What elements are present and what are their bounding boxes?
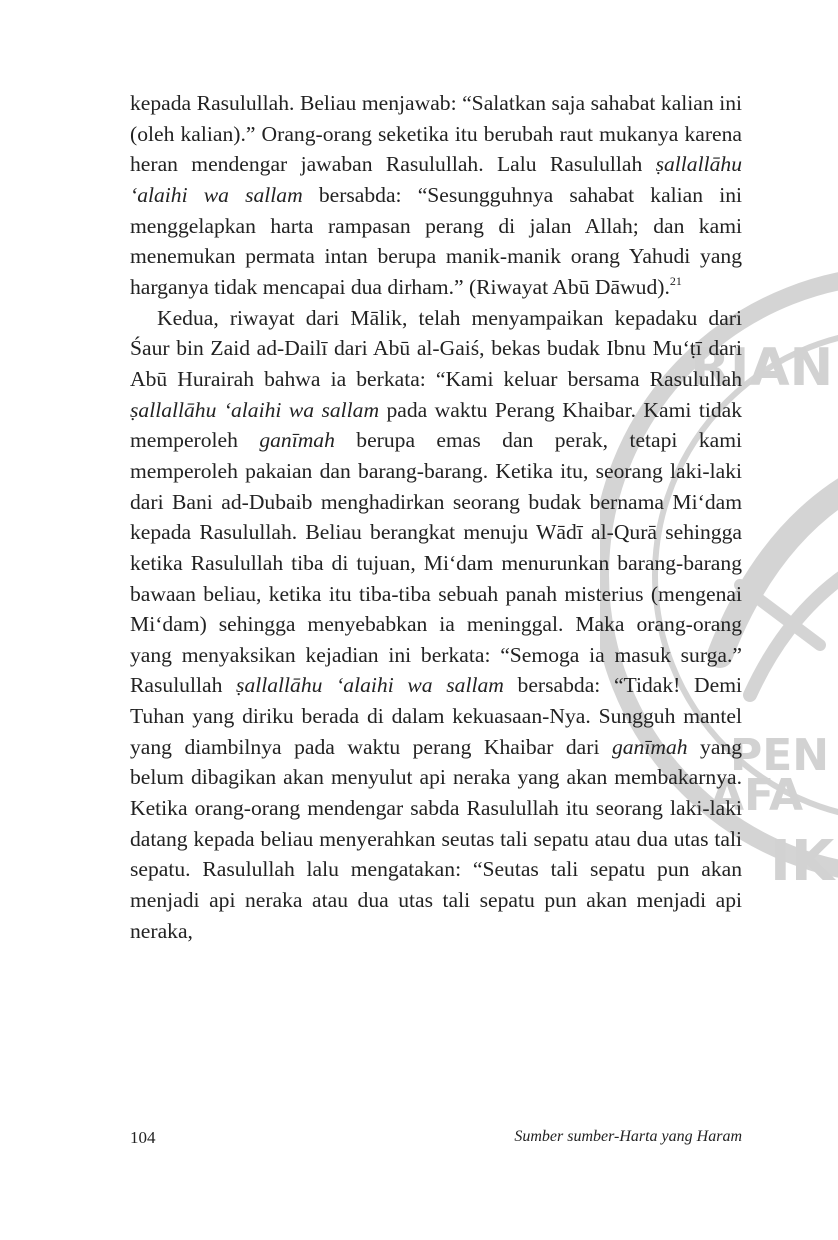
paragraph-2 xyxy=(130,303,742,947)
text-run: yang belum dibagikan akan menyulut api neraka yang akan membakarnya. Ketika orang-orang mendengar sabda Rasulullah itu seorang laki-laki datang kepada beliau menyerahkan seutas tali sepatu atau dua utas tali sepatu. Rasulullah lalu mengatakan: “Seutas tali sepatu pun akan menjadi api neraka atau dua utas tali sepatu pun akan menjadi api neraka, xyxy=(130,734,742,943)
seal-text-afa: AFA xyxy=(710,770,804,821)
page-footer xyxy=(130,1128,742,1154)
text-run: Kedua, riwayat dari Mālik, telah menyampaikan kepadaku dari Śaur bin Zaid ad-Dailī dari Abū al-Gaiś, bekas budak Ibnu Mu‘ṭī dari Abū Hurairah bahwa ia berkata: “Kami keluar bersama Rasulullah xyxy=(130,305,742,391)
italic-honorific: ṣallallāhu ‘alaihi wa sallam xyxy=(130,397,380,422)
paragraph-1 xyxy=(130,88,742,303)
seal-text-ik: IK xyxy=(770,829,835,894)
text-run: kepada Rasulullah. Beliau menjawab: “Salatkan saja sahabat kalian ini (oleh kalian).” Orang-orang seketika itu berubah raut mukanya karena heran mendengar jawaban Rasulullah. Lalu Rasulullah xyxy=(130,91,742,177)
text-run: pada waktu Perang Khaibar. Kami tidak memperoleh xyxy=(130,397,743,453)
seal-text-pen: PEN xyxy=(730,730,830,781)
seal-text-rian: RIAN xyxy=(690,338,834,398)
footnote-marker: 21 xyxy=(669,273,682,288)
italic-honorific: ṣallallāhu ‘alaihi wa sallam xyxy=(236,673,504,698)
italic-term: ganīmah xyxy=(259,428,335,453)
page-number: 104 xyxy=(130,1128,156,1147)
italic-term: ganīmah xyxy=(611,734,688,759)
body-text xyxy=(130,88,742,946)
text-run: bersabda: “Tidak! Demi Tuhan yang diriku berada di dalam kekuasaan-Nya. Sungguh mantel yang diambilnya pada waktu perang Khaibar dari xyxy=(130,673,743,759)
page-body xyxy=(130,88,742,946)
text-run: bersabda: “Sesungguhnya sahabat kalian ini menggelapkan harta rampasan perang di jalan Allah; dan kami menemukan permata intan berupa manik-manik orang Yahudi yang harganya tidak mencapai dua dirham.” (Riwayat Abū Dāwud). xyxy=(130,182,742,299)
text-run: berupa emas dan perak, tetapi kami memperoleh pakaian dan barang-barang. Ketika itu, seorang laki-laki dari Bani ad-Dubaib menghadirkan seorang budak bernama Mi‘dam kepada Rasulullah. Beliau berangkat menuju Wādī al-Qurā sehingga ketika Rasulullah tiba di tujuan, Mi‘dam menurunkan barang-barang bawaan beliau, ketika itu tiba-tiba sebuah panah misterius (mengenai Mi‘dam) sehingga menyebabkan ia meninggal. Maka orang-orang yang menyaksikan kejadian ini berkata: “Semoga ia masuk surga.” Rasulullah xyxy=(130,428,742,698)
italic-honorific: ṣallallāhu ‘alaihi wa sallam xyxy=(130,152,742,207)
running-title: Sumber sumber-Harta yang Haram xyxy=(514,1128,742,1145)
